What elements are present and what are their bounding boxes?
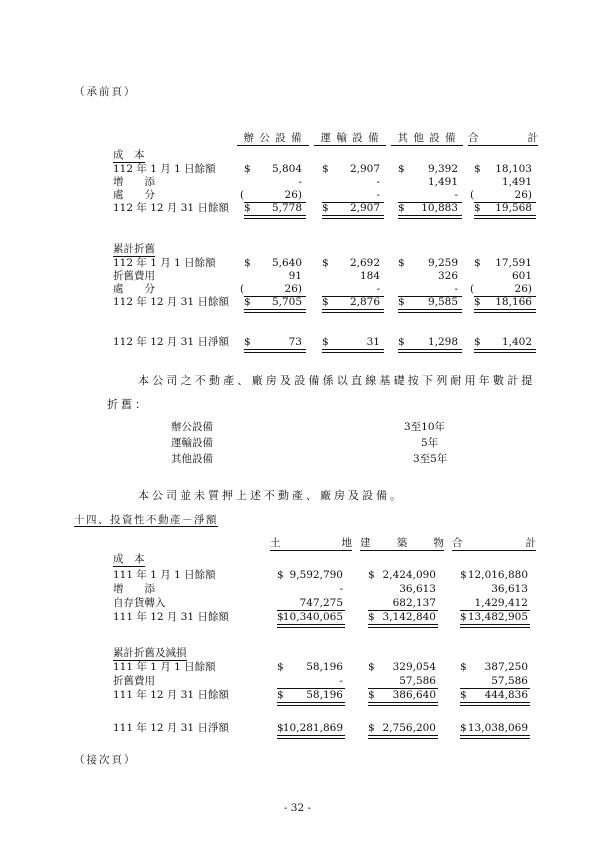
currency-symbol: $ (244, 202, 251, 214)
col-header-total-part1: 合 (468, 132, 479, 144)
double-underline-rule (460, 702, 530, 706)
double-underline-rule (277, 735, 345, 739)
currency-symbol: $ (322, 296, 329, 308)
amount-cell: 26) (284, 189, 302, 201)
currency-symbol: $ (244, 163, 251, 175)
currency-symbol: $ (398, 257, 405, 269)
amount-cell: 9,259 (427, 257, 458, 269)
amount-cell: - (376, 189, 380, 201)
currency-symbol: $ (460, 611, 467, 623)
amount-cell: 5,804 (271, 163, 302, 175)
amount-cell: - (298, 176, 302, 188)
amount-cell: 36,613 (399, 583, 436, 595)
currency-symbol: $ (460, 569, 467, 581)
amount-cell: 5,778 (271, 202, 302, 214)
amount-cell: 1,491 (427, 176, 458, 188)
currency-symbol: $ (398, 163, 405, 175)
currency-symbol: $ (474, 202, 481, 214)
currency-symbol: $ (322, 336, 329, 348)
double-underline-rule (322, 349, 384, 353)
amount-cell: 444,836 (484, 689, 528, 701)
amount-cell: 9,592,790 (289, 569, 343, 581)
useful-life-item: 其他設備 (171, 453, 213, 465)
col-header-total (468, 132, 538, 146)
double-underline-rule (368, 624, 438, 628)
useful-life-item: 運輸設備 (171, 437, 213, 449)
amount-cell: 2,876 (349, 296, 380, 308)
double-underline-rule (322, 215, 384, 219)
amount-cell: 329,054 (392, 661, 436, 673)
amount-cell: 91 (288, 270, 302, 282)
paren-open: ( (240, 283, 245, 295)
currency-symbol: $ (368, 722, 375, 734)
double-underline-rule (277, 624, 345, 628)
amount-cell: 184 (359, 270, 380, 282)
useful-life-years: 3至10年 (404, 421, 446, 433)
col-header-total-part2: 計 (527, 132, 538, 144)
double-underline-rule (277, 702, 345, 706)
double-underline-rule (244, 349, 306, 353)
amount-cell: 10,281,869 (282, 722, 343, 734)
row-label: 111 年 1 月 1 日餘額 (113, 661, 216, 673)
row-label: 112 年 12 月 31 日淨額 (113, 336, 229, 348)
section-14-title-text: 十四、投資性不動產－淨額 (74, 514, 218, 526)
double-underline-rule (368, 702, 438, 706)
useful-life-years: 3至5年 (413, 453, 448, 465)
amount-cell: 31 (366, 336, 380, 348)
row-label: 處 分 (113, 189, 155, 201)
amount-cell: 26) (514, 283, 532, 295)
paren-open: ( (470, 189, 475, 201)
double-underline-rule (398, 309, 462, 313)
cost-section-label-2: 成 本 (113, 553, 145, 565)
amount-cell: 9,392 (427, 163, 458, 175)
amount-cell: 58,196 (306, 689, 343, 701)
page-number: - 32 - (283, 802, 312, 814)
row-label: 折舊費用 (113, 270, 155, 282)
amount-cell: 26) (284, 283, 302, 295)
continued-to-note: （接次頁） (74, 754, 137, 766)
amount-cell: 26) (514, 189, 532, 201)
currency-symbol: $ (322, 257, 329, 269)
amount-cell: 19,568 (495, 202, 532, 214)
currency-symbol: $ (474, 163, 481, 175)
amount-cell: 58,196 (306, 661, 343, 673)
col-header-land-part1: 土 (270, 537, 281, 549)
amount-cell: 682,137 (392, 597, 436, 609)
currency-symbol: $ (474, 336, 481, 348)
col-header-buildings-part2: 築 (396, 537, 408, 549)
amount-cell: - (339, 675, 343, 687)
double-underline-rule (244, 309, 306, 313)
row-label: 111 年 12 月 31 日淨額 (113, 722, 229, 734)
amount-cell: 2,692 (349, 257, 380, 269)
col-header-total-2-part2: 計 (525, 537, 536, 549)
pledge-statement: 本公司並未質押上述不動產、廠房及設備。 (138, 489, 404, 502)
row-label: 處 分 (113, 283, 155, 295)
currency-symbol: $ (398, 202, 405, 214)
col-header-other-equipment: 其 他 設 備 (391, 132, 463, 146)
amount-cell: - (454, 189, 458, 201)
col-header-land (270, 537, 352, 551)
row-label: 增 添 (113, 583, 155, 595)
currency-symbol: $ (277, 689, 284, 701)
amount-cell: 387,250 (484, 661, 528, 673)
paren-open: ( (470, 283, 475, 295)
row-label: 增 添 (113, 176, 155, 188)
amount-cell: 10,340,065 (282, 611, 343, 623)
col-header-buildings (360, 537, 444, 551)
paren-open: ( (240, 189, 245, 201)
useful-life-years: 5年 (421, 437, 439, 449)
row-label: 111 年 12 月 31 日餘額 (113, 689, 229, 701)
amount-cell: - (454, 283, 458, 295)
double-underline-rule (460, 735, 530, 739)
row-label: 112 年 12 月 31 日餘額 (113, 202, 229, 214)
double-underline-rule (474, 349, 536, 353)
row-label: 112 年 1 月 1 日餘額 (113, 257, 216, 269)
currency-symbol: $ (322, 202, 329, 214)
currency-symbol: $ (460, 689, 467, 701)
row-label: 112 年 1 月 1 日餘額 (113, 163, 216, 175)
amount-cell: 326 (437, 270, 458, 282)
amount-cell: - (376, 176, 380, 188)
amount-cell: 10,883 (421, 202, 458, 214)
row-label: 111 年 1 月 1 日餘額 (113, 569, 216, 581)
accumulated-depreciation-impairment-label: 累計折舊及減損 (113, 647, 187, 659)
double-underline-rule (244, 215, 306, 219)
double-underline-rule (474, 309, 536, 313)
col-header-transport-equipment: 運 輸 設 備 (314, 132, 386, 146)
double-underline-rule (460, 624, 530, 628)
double-underline-rule (368, 735, 438, 739)
col-header-buildings-part3: 物 (433, 537, 444, 549)
amount-cell: 2,424,090 (382, 569, 436, 581)
amount-cell: 3,142,840 (382, 611, 436, 623)
amount-cell: - (376, 283, 380, 295)
amount-cell: 57,586 (399, 675, 436, 687)
currency-symbol: $ (398, 296, 405, 308)
currency-symbol: $ (460, 661, 467, 673)
col-header-office-equipment: 辦 公 設 備 (237, 132, 309, 146)
currency-symbol: $ (244, 296, 251, 308)
amount-cell: 1,429,412 (474, 597, 528, 609)
row-label: 折舊費用 (113, 675, 155, 687)
row-label: 112 年 12 月 31 日餘額 (113, 296, 229, 308)
amount-cell: 18,103 (495, 163, 532, 175)
col-header-total-2 (452, 537, 536, 551)
amount-cell: 2,907 (349, 163, 380, 175)
amount-cell: 747,275 (299, 597, 343, 609)
col-header-total-2-part1: 合 (452, 537, 463, 549)
currency-symbol: $ (474, 296, 481, 308)
useful-life-item: 辦公設備 (171, 421, 213, 433)
amount-cell: 18,166 (495, 296, 532, 308)
amount-cell: 13,038,069 (467, 722, 528, 734)
double-underline-rule (398, 349, 462, 353)
currency-symbol: $ (277, 661, 284, 673)
double-underline-rule (474, 215, 536, 219)
amount-cell: 2,756,200 (382, 722, 436, 734)
amount-cell: 1,402 (501, 336, 532, 348)
amount-cell: 1,298 (427, 336, 458, 348)
amount-cell: 13,482,905 (467, 611, 528, 623)
amount-cell: - (339, 583, 343, 595)
currency-symbol: $ (277, 569, 284, 581)
section-14-title (74, 514, 218, 527)
currency-symbol: $ (244, 336, 251, 348)
amount-cell: 601 (511, 270, 532, 282)
double-underline-rule (322, 309, 384, 313)
currency-symbol: $ (474, 257, 481, 269)
currency-symbol: $ (460, 722, 467, 734)
amount-cell: 57,586 (491, 675, 528, 687)
depreciation-policy-line2: 折舊： (107, 398, 149, 411)
amount-cell: 36,613 (491, 583, 528, 595)
amount-cell: 1,491 (501, 176, 532, 188)
continued-from-note: （承前頁） (74, 86, 137, 98)
currency-symbol: $ (368, 569, 375, 581)
accumulated-depreciation-label: 累計折舊 (113, 243, 155, 255)
currency-symbol: $ (368, 661, 375, 673)
currency-symbol: $ (244, 257, 251, 269)
col-header-land-part2: 地 (341, 537, 352, 549)
currency-symbol: $ (368, 689, 375, 701)
cost-section-label: 成 本 (113, 149, 145, 161)
double-underline-rule (398, 215, 462, 219)
amount-cell: 5,640 (271, 257, 302, 269)
row-label: 111 年 12 月 31 日餘額 (113, 611, 229, 623)
currency-symbol: $ (322, 163, 329, 175)
currency-symbol: $ (277, 611, 284, 623)
amount-cell: 386,640 (392, 689, 436, 701)
amount-cell: 12,016,880 (467, 569, 528, 581)
amount-cell: 73 (288, 336, 302, 348)
col-header-buildings-part1: 建 (360, 537, 371, 549)
amount-cell: 9,585 (427, 296, 458, 308)
currency-symbol: $ (277, 722, 284, 734)
currency-symbol: $ (398, 336, 405, 348)
row-label: 自存貨轉入 (113, 597, 166, 609)
amount-cell: 2,907 (349, 202, 380, 214)
amount-cell: 17,591 (495, 257, 532, 269)
depreciation-policy-line1: 本公司之不動產、廠房及設備係以直線基礎按下列耐用年數計提 (138, 374, 536, 387)
currency-symbol: $ (368, 611, 375, 623)
amount-cell: 5,705 (271, 296, 302, 308)
